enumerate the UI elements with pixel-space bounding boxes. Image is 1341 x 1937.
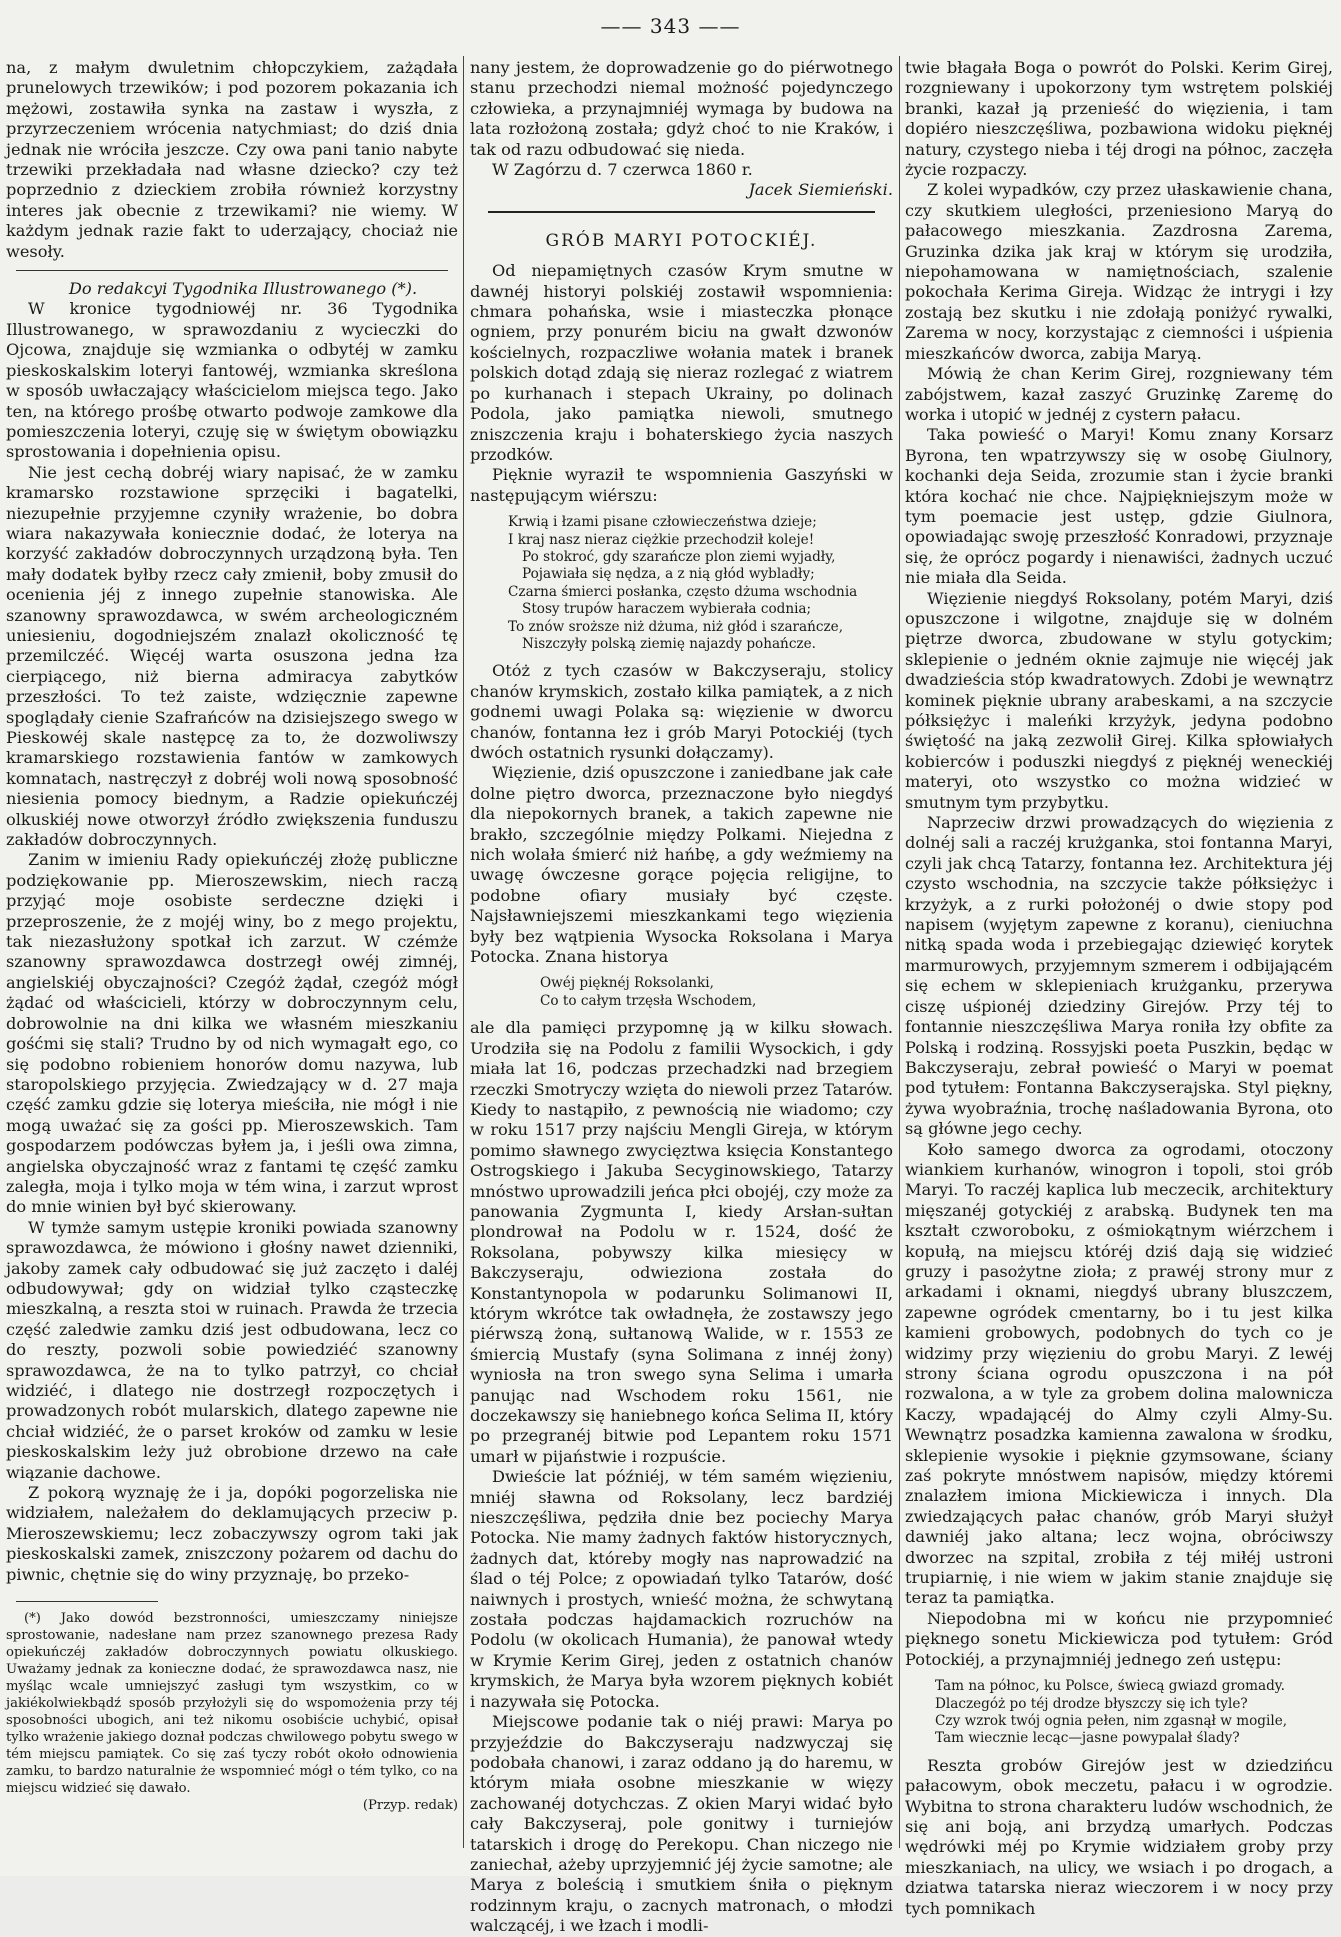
paragraph: na, z małym dwuletnim chłopczykiem, zażądała prunelowych trzewików; i pod pozorem pokazania ich mężowi, zostawiła synka na zastaw i wyszła, z przyrzeczeniem wrócenia natychmiast; do dziś dnia jednak nie wróciła jeszcze. Czy owa pani tanio nabyte trzewiki przekładała nad własne dziecko? czy też poprzednio z dzieckiem zrobiła również korzystny interes jak obecnie z trzewikami? nie wiemy. W każdym jednak razie fakt to uderzający, chociaż nie wesoły. — [6, 58, 458, 261]
letter-heading: Do redakcyi Tygodnika Illustrowanego (*). — [68, 279, 418, 299]
paragraph: Koło samego dworca za ogrodami, otoczony wiankiem kurhanów, winogron i topoli, stoi grób Maryi. To raczéj kaplica lub meczecik, architektury mięszanéj gotyckiéj z arabską. Budynek ten ma kształt czworoboku, z ośmiokątnym wiérzchem i kopułą, na miejscu któréj dziś dają się widzieć gruzy i pasożytne zioła; z prawéj strony mur z arkadami i oknami, niegdyś ubrany bluszczem, zapewne ogródek cmentarny, bo i tu jest kilka kamieni grobowych, podobnych do tych co je widzimy przy więzieniu do grobu Maryi. Z lewéj strony ściana ogrodu opuszczona i na pół rozwalona, a w tyle za grobem dolina malownicza Kaczy, wpadającéj do Almy czyli Almy-Su. Wewnątrz posadzka kamienna zawalona w środku, sklepienie wysokie i pięknie gzymsowane, ściany zaś pokryte mnóstwem napisów, między któremi znalazłem imiona Mickiewicza i innych. Dla zwiedzających pałac chanów, grób Maryi służył dawniéj jako altana; lecz wojna, obróciwszy dworzec na szpital, zrobiła z téj miłéj ustroni trupiarnię, i nie wiem w jakim stanie znajduje się teraz ta pamiątka. — [905, 1139, 1333, 1608]
paragraph: Miejscowe podanie tak o niéj prawi: Marya po przyjeździe do Bakczyseraju nadzwyczaj się podobała chanowi, i zaraz oddano ją do haremu, w którym miała osobne mieszkanie w więzy zachowanéj dotychczas. Z okien Maryi widać było cały Bakczyseraj, pole gonitwy i turniejów tatarskich i drogę do Perekopu. Chan niczego nie zaniechał, ażeby uprzyjemnić jéj życie samotne; ale Marya z boleścią i smutkiem śniła o pięknym rodzinnym kraju, o zacnych matronach, o młodzi walczącéj, i we łzach i modli- — [470, 1712, 893, 1936]
paragraph: Od niepamiętnych czasów Krym smutne w dawnéj historyi polskiéj zostawił wspomnienia: chmara pohańska, wsie i miasteczka płonące ogniem, przy ponurém biciu na gwałt dzwonów kościelnych, rozpaczliwe wołania matek i branek polskich dotąd zdają się nieraz rozlegać z wiatrem po kurhanach i stepach Ukrainy, po dolinach Podola, jako pamiątka niewoli, smutnego zniszczenia kraju i bohaterskiego życia naszych przodków. — [470, 261, 893, 464]
poem-mickiewicz — [935, 1678, 1333, 1748]
paragraph: Reszta grobów Girejów jest w dziedzińcu pałacowym, obok meczetu, pałacu i w ogrodzie. Wybitna to strona charakteru ludów wschodnich, że się ani boją, ani brzydzą umarłych. Podczas wędrówki méj po Krymie widziałem groby przy mieszkaniach, na ulicy, we wsiach i po drogach, a dziatwa tatarska nieraz wieczorem i w nocy przy tych pomnikach — [905, 1755, 1333, 1918]
poem-line: Czy wzrok twój ognia pełen, nim zgasnął w mogile, — [935, 1712, 1288, 1729]
paragraph: Taka powieść o Maryi! Komu znany Korsarz Byrona, ten wpatrzywszy się w osobę Giulnory, kochanki deja Seida, zrozumie stan i życie branki która kochać nie chce. Najpiękniejszym może w tym poemacie jest ustęp, gdzie Giulnora, opowiadając swoję przeszłość Konradowi, przyznaje się, że oprócz pogardy i nienawiści, żadnych uczuć nie miała dla Seida. — [905, 425, 1333, 588]
paragraph: Zanim w imieniu Rady opiekuńczéj złożę publiczne podziękowanie pp. Mieroszewskim, niech raczą przyjąć moje osobiste serdeczne dzięki i przeproszenie, że z mojéj winy, bo z mego projektu, tak niezasłużony spotkał ich zarzut. W czémże szanowny sprawozdawca dostrzegł owéj zimnéj, angielskiéj obyczajności? Czegóż żądał, czegóż mógł żądać od właścicieli, którzy w dobroczynnym celu, dobrowolnie na dni kilka we własném mieszkaniu gośćmi się stali? Trudno by od nich wymagałt ego, co się podobno robieniem honorów domu nazywa, lub staropolskiego przyjęcia. Zwiedzający w d. 27 maja część zamku gdzie się loterya mieściła, nie mógł i nie mogą uważać się za gości pp. Mieroszewskich. Tam gospodarzem podówczas byłem ja, i jeśli owa zimna, angielska obyczajność wraz z fantami tę część zamku zaległa, moja i tylko moja w tém wina, i zarzut wprost do mnie winien był być skierowany. — [6, 850, 458, 1217]
column-2 — [470, 58, 893, 1936]
paragraph: Więzienie niegdyś Roksolany, potém Maryi, dziś opuszczone i wilgotne, znajduje się w dolném piętrze dworca, zbudowane w stylu gotyckim; sklepienie o jedném oknie zajmuje nie więcéj jak dwadzieścia stóp kwadratowych. Zdobi je wewnątrz kominek pięknie ubrany arabeskami, a na szczycie półksiężyc i maleńki krzyżyk, jedyna podobno świętość na jaką zezwolił Girej. Kilka spłowiałych kobierców i poduszki niegdyś z pięknéj weneckiéj materyi, oto wszystko co można widzieć w smutnym tym przybytku. — [905, 588, 1333, 812]
poem-line: To znów sroższe niż dżuma, niż głód i szarańcze, — [508, 618, 844, 635]
poem-line: Stosy trupów haraczem wybierała codnia; — [522, 601, 812, 618]
column-divider-1 — [463, 56, 464, 1848]
footnote-text: (*) Jako dowód bezstronności, umieszczamy niniejsze sprostowanie, nadesłane nam przez szanownego prezesa Rady opiekuńczéj zakładów dobroczynnych powiatu olkuskiego. Uważamy jednak za konieczne dodać, że sprawozdawca nasz, nie myśląc wcale umniejszyć zasługi tym wszystkim, co w jakiékolwiekbądź sposób przyłożyli się do wspomożenia przy téj sposobności ubogich, ani też nikomu osobiście uchybić, opisał tylko wrażenie jakiego doznał podczas chwilowego pobytu swego w tém miejscu pamiątek. Co się zaś tyczy robót około odnowienia zamku, to bardzo naturalnie że wspomnieć mógł o tém tylko, co na miejscu widzieć się dawało. — [6, 1611, 458, 1797]
paragraph: Mówią że chan Kerim Girej, rozgniewany tém zabójstwem, kazał zaszyć Gruzinkę Zaremę do worka i utopić w jednéj z cystern pałacu. — [905, 364, 1333, 424]
poem-line: Co to całym trzęsła Wschodem, — [540, 992, 757, 1009]
paragraph: Pięknie wyraził te wspomnienia Gaszyński w następującym wiérszu: — [470, 465, 893, 505]
poem-line: Krwią i łzami pisane człowieczeństwa dzieje; — [508, 514, 817, 531]
paragraph: Więzienie, dziś opuszczone i zaniedbane jak całe dolne piętro dworca, przeznaczone było niegdyś dla niepokornych branek, a takich zapewne nie brakło, szczególnie między Polkami. Niejedna z nich wolała śmierć niż hańbę, a gdy weźmiemy na uwagę ówczesne gorące pojęcia religijne, to podobne ofiary musiały być częste. Najsławniejszemi mieszkankami tego więzienia były bez wątpienia Wysocka Roksolana i Marya Potocka. Znana historya — [470, 763, 893, 967]
page-number: —— 343 —— — [600, 14, 741, 38]
column-1 — [6, 58, 458, 1846]
separator — [16, 270, 448, 271]
paragraph: twie błagała Boga o powrót do Polski. Kerim Girej, rozgniewany i upokorzony tym wstrętem polskiéj branki, kazał ją przenieść do więzienia, i tam dopiéro nieszczęśliwa, pozbawiona widoku pięknéj natury, czystego nieba i téj drogi na północ, zaczęła życie rozpaczy. — [905, 58, 1333, 180]
poem-line: Dlaczegóż po téj drodze błyszczy się ich tyle? — [935, 1695, 1248, 1712]
paragraph: Otóż z tych czasów w Bakczyseraju, stolicy chanów krymskich, zostało kilka pamiątek, a z nich godnemi uwagi Polaka są: więzienie w dworcu chanów, fontanna łez i grób Maryi Potockiéj (tych dwóch ostatnich rysunki dołączamy). — [470, 661, 893, 762]
paragraph: ale dla pamięci przypomnę ją w kilku słowach. Urodziła się na Podolu z familii Wysockich, i gdy miała lat 16, podczas przechadzki nad brzegiem rzeczki Smotryczy wzięta do niewoli przez Tatarów. Kiedy to nastąpiło, z pewnością nie wiadomo; czy w roku 1517 przy najściu Mengli Gireja, w którym pomimo sławnego zwycięztwa księcia Konstantego Ostrogskiego i Jakuba Secyginowskiego, Tatarzy mnóstwo uprowadzili jeńca płci obojéj, czy może za panowania Zygmunta I, kiedy Arsłan-sułtan plondrował na Podolu w r. 1524, dość że Roksolana, pobywszy kilka miesięcy w Bakczyseraju, odwieziona została do Konstantynopola w podarunku Solimanowi II, którym wkrótce tak owładnęła, że zostawszy jego piérwszą żoną, sułtanową Walide, w r. 1553 ze śmiercią Mustafy (syna Solimana z innéj żony) wyniosła na tron swego syna Selima i umarła panując nad Wschodem roku 1561, nie doczekawszy się haniebnego końca Selima II, który po przegranéj bitwie pod Lepantem roku 1571 umarł w pijaństwie i rozpuście. — [470, 1018, 893, 1466]
poem-line: Tam wiecznie lecąc—jasne powypalał ślady? — [935, 1730, 1240, 1747]
paragraph: Naprzeciw drzwi prowadzących do więzienia z dolnéj sali a raczéj krużganka, stoi fontanna Maryi, czyli jak chcą Tatarzy, fontanna łez. Architektura jéj czysto wschodnia, na szczycie także półksiężyc i krzyżyk, a z rurki położonéj o dwie stopy pod napisem (wyjętym zapewne z koranu), cieniuchna nitką spada woda i przebiegając dziewięć korytek marmurowych, przyjemnym szmerem i odbijającém się echem w sklepieniach krużganku, przerywa ciszę uśpionéj dziedziny Girejów. Przy téj to fontannie nieszczęśliwa Marya roniła łzy obfite za Polską i rodziną. Rossyjski poeta Puszkin, będąc w Bakczyseraju, zebrał powieść o Maryi w poemat pod tytułem: Fontanna Bakczyserajska. Styl piękny, żywa wyobraźnia, trochę naśladowania Byrona, oto są główne jego cechy. — [905, 813, 1333, 1139]
poem-line: I kraj nasz nieraz ciężkie przechodził koleje! — [508, 531, 815, 548]
paragraph: nany jestem, że doprowadzenie go do piérwotnego stanu przechodzi niemal możność pojedynczego człowieka, a przynajmniéj wymaga by budowa na lata rozłożoną została; gdyż choć to nie Kraków, i tak od razu odbudować się nieda. — [470, 58, 893, 159]
paragraph: Nie jest cechą dobréj wiary napisać, że w zamku kramarsko rozstawione sprzęciki i bagatelki, niezupełnie przyjemne czyniły wrażenie, bo dobra wiara nakazywała koniecznie dodać, że loterya na korzyść zakładów dobroczynnych urządzoną była. Ten mały dodatek byłby rzecz cały zmienił, boby zmusił do ocenienia jéj z innego zupełnie stanowiska. Ale szanowny sprawozdawca, w swém archeologiczném uniesieniu, dogodniejszém znalazł okoliczność tę przemilczéć. Więcéj warta osuszona jedna łza cierpiącego, niż bierna admiracya zabytków przeszłości. To też zaiste, wdzięcznie zapewne spoglądały cienie Szafrańców na dzisiejszego swego w Pieskowéj skale następcę za to, że dozwoliwszy kramarskiego rozstawienia fantów w zamkowych komnatach, nastręczył z dobréj woli nową sposobność niesienia pomocy biednym, a Radzie opiekuńczéj olkuskiéj nowe otworzył źródło zwiększenia funduszu zakładów dobroczynnych. — [6, 462, 458, 850]
poem-line: Tam na północ, ku Polsce, świecą gwiazd gromady. — [935, 1678, 1286, 1695]
column-3 — [905, 58, 1333, 1918]
poem-line: Czarna śmierci posłanka, często dżuma wschodnia — [508, 583, 858, 600]
paragraph: Niepodobna mi w końcu nie przypomnieć pięknego sonetu Mickiewicza pod tytułem: Gród Potockiéj, a przynajmniéj jednego zeń ustępu: — [905, 1608, 1333, 1669]
column-divider-2 — [899, 56, 900, 1848]
paragraph: Z pokorą wyznaję że i ja, dopóki pogorzeliska nie widziałem, należałem do deklamujących przeciw p. Mieroszewskiemu; lecz zobaczywszy ogrom taki jak pieskoskalski zamek, zniszczony pożarem od dachu do piwnic, chętnie się do winy przyznaję, bo przeko- — [6, 1483, 458, 1584]
paragraph: Dwieście lat późniéj, w tém samém więzieniu, mniéj sławna od Roksolany, lecz bardziéj nieszczęśliwa, pędziła dnie bez pociechy Marya Potocka. Nie mamy żadnych faktów historycznych, żadnych dat, któreby mogły nas naprowadzić na ślad o téj Polce; z opowiadań tylko Tatarów, dość naiwnych i prostych, wnieść można, że schwytaną została podczas hajdamackich rozruchów na Podolu (w okolicach Humania), że panował wtedy w Krymie Kerim Girej, jeden z ostatnich chanów krymskich, że Marya była wzorem pięknych kobiét i nazywała się Potocka. — [470, 1467, 893, 1711]
footnote-sign: (Przyp. redak) — [362, 1798, 458, 1814]
footnote-separator — [16, 1601, 158, 1602]
page-number-value: 343 — [649, 14, 692, 38]
poem-line: Po stokroć, gdy szarańcze plon ziemi wyjadły, — [522, 548, 836, 565]
poem-line: Pojawiała się nędza, a z nią głód wybladły; — [522, 566, 815, 583]
paragraph: Z kolei wypadków, czy przez ułaskawienie chana, czy skutkiem uległości, przeniesiono Maryą do pałacowego mieszkania. Zazdrosna Zarema, Gruzinka dzika jak kraj w którym się urodziła, niepohamowana w namiętnościach, szalenie pokochała Kerima Gireja. Widząc że intrygi i łzy zostają bez skutku i nie zdołają poniżyć rywalki, Zarema w nocy, korzystając z ciemności i uśpienia mieszkańców dworca, zabija Maryą. — [905, 180, 1333, 363]
paragraph: W tymże samym ustępie kroniki powiada szanowny sprawozdawca, że mówiono i głośny nawet dzienniki, jakoby zamek cały odbudować się już zaczęto i daléj odbudowywał; gdy on widział tylko cząsteczkę mieszkalną, a reszta stoi w ruinach. Prawda że trzecia część zaledwie zamku dziś jest odbudowana, lecz co do reszty, pozwoli sobie powiedziéć szanowny sprawozdawca, że na to tylko patrzył, co chciał widziéć, i dlatego nie dostrzegł rozpoczętych i prowadzonych robót mularskich, dlatego zapewne nie chciał widziéć, że o parset kroków od zamku w lesie pieskoskalskim leży już obrobione drzewo na całe wiązanie dachowe. — [6, 1217, 458, 1482]
paragraph: W kronice tygodniowéj nr. 36 Tygodnika Illustrowanego, w sprawozdaniu z wycieczki do Ojcowa, znajduje się wzmianka o odbytéj w zamku pieskoskalskim loteryi fantowéj, wzmianka skreślona w sposób uwłaczający właścicielom miejsca tego. Jako ten, na którego prośbę otwarto podwoje zamkowe dla pomieszczenia loteryi, czuję się w świętym obowiązku sprostowania i dopełnienia opisu. — [6, 299, 458, 462]
letter-date: W Zagórzu d. 7 czerwca 1860 r. — [492, 160, 753, 180]
poem-line: Owéj pięknéj Roksolanki, — [540, 975, 714, 992]
footnote — [6, 1610, 458, 1814]
letter-signature: Jacek Siemieński. — [748, 180, 893, 200]
poem-gaszynski — [508, 514, 893, 653]
article-title: GRÓB MARYI POTOCKIÉJ. — [545, 230, 818, 251]
poem-line: Niszczyły polską ziemię najazdy pohańcze. — [522, 635, 816, 652]
poem-roksolana — [540, 975, 893, 1010]
article-separator — [488, 211, 875, 213]
